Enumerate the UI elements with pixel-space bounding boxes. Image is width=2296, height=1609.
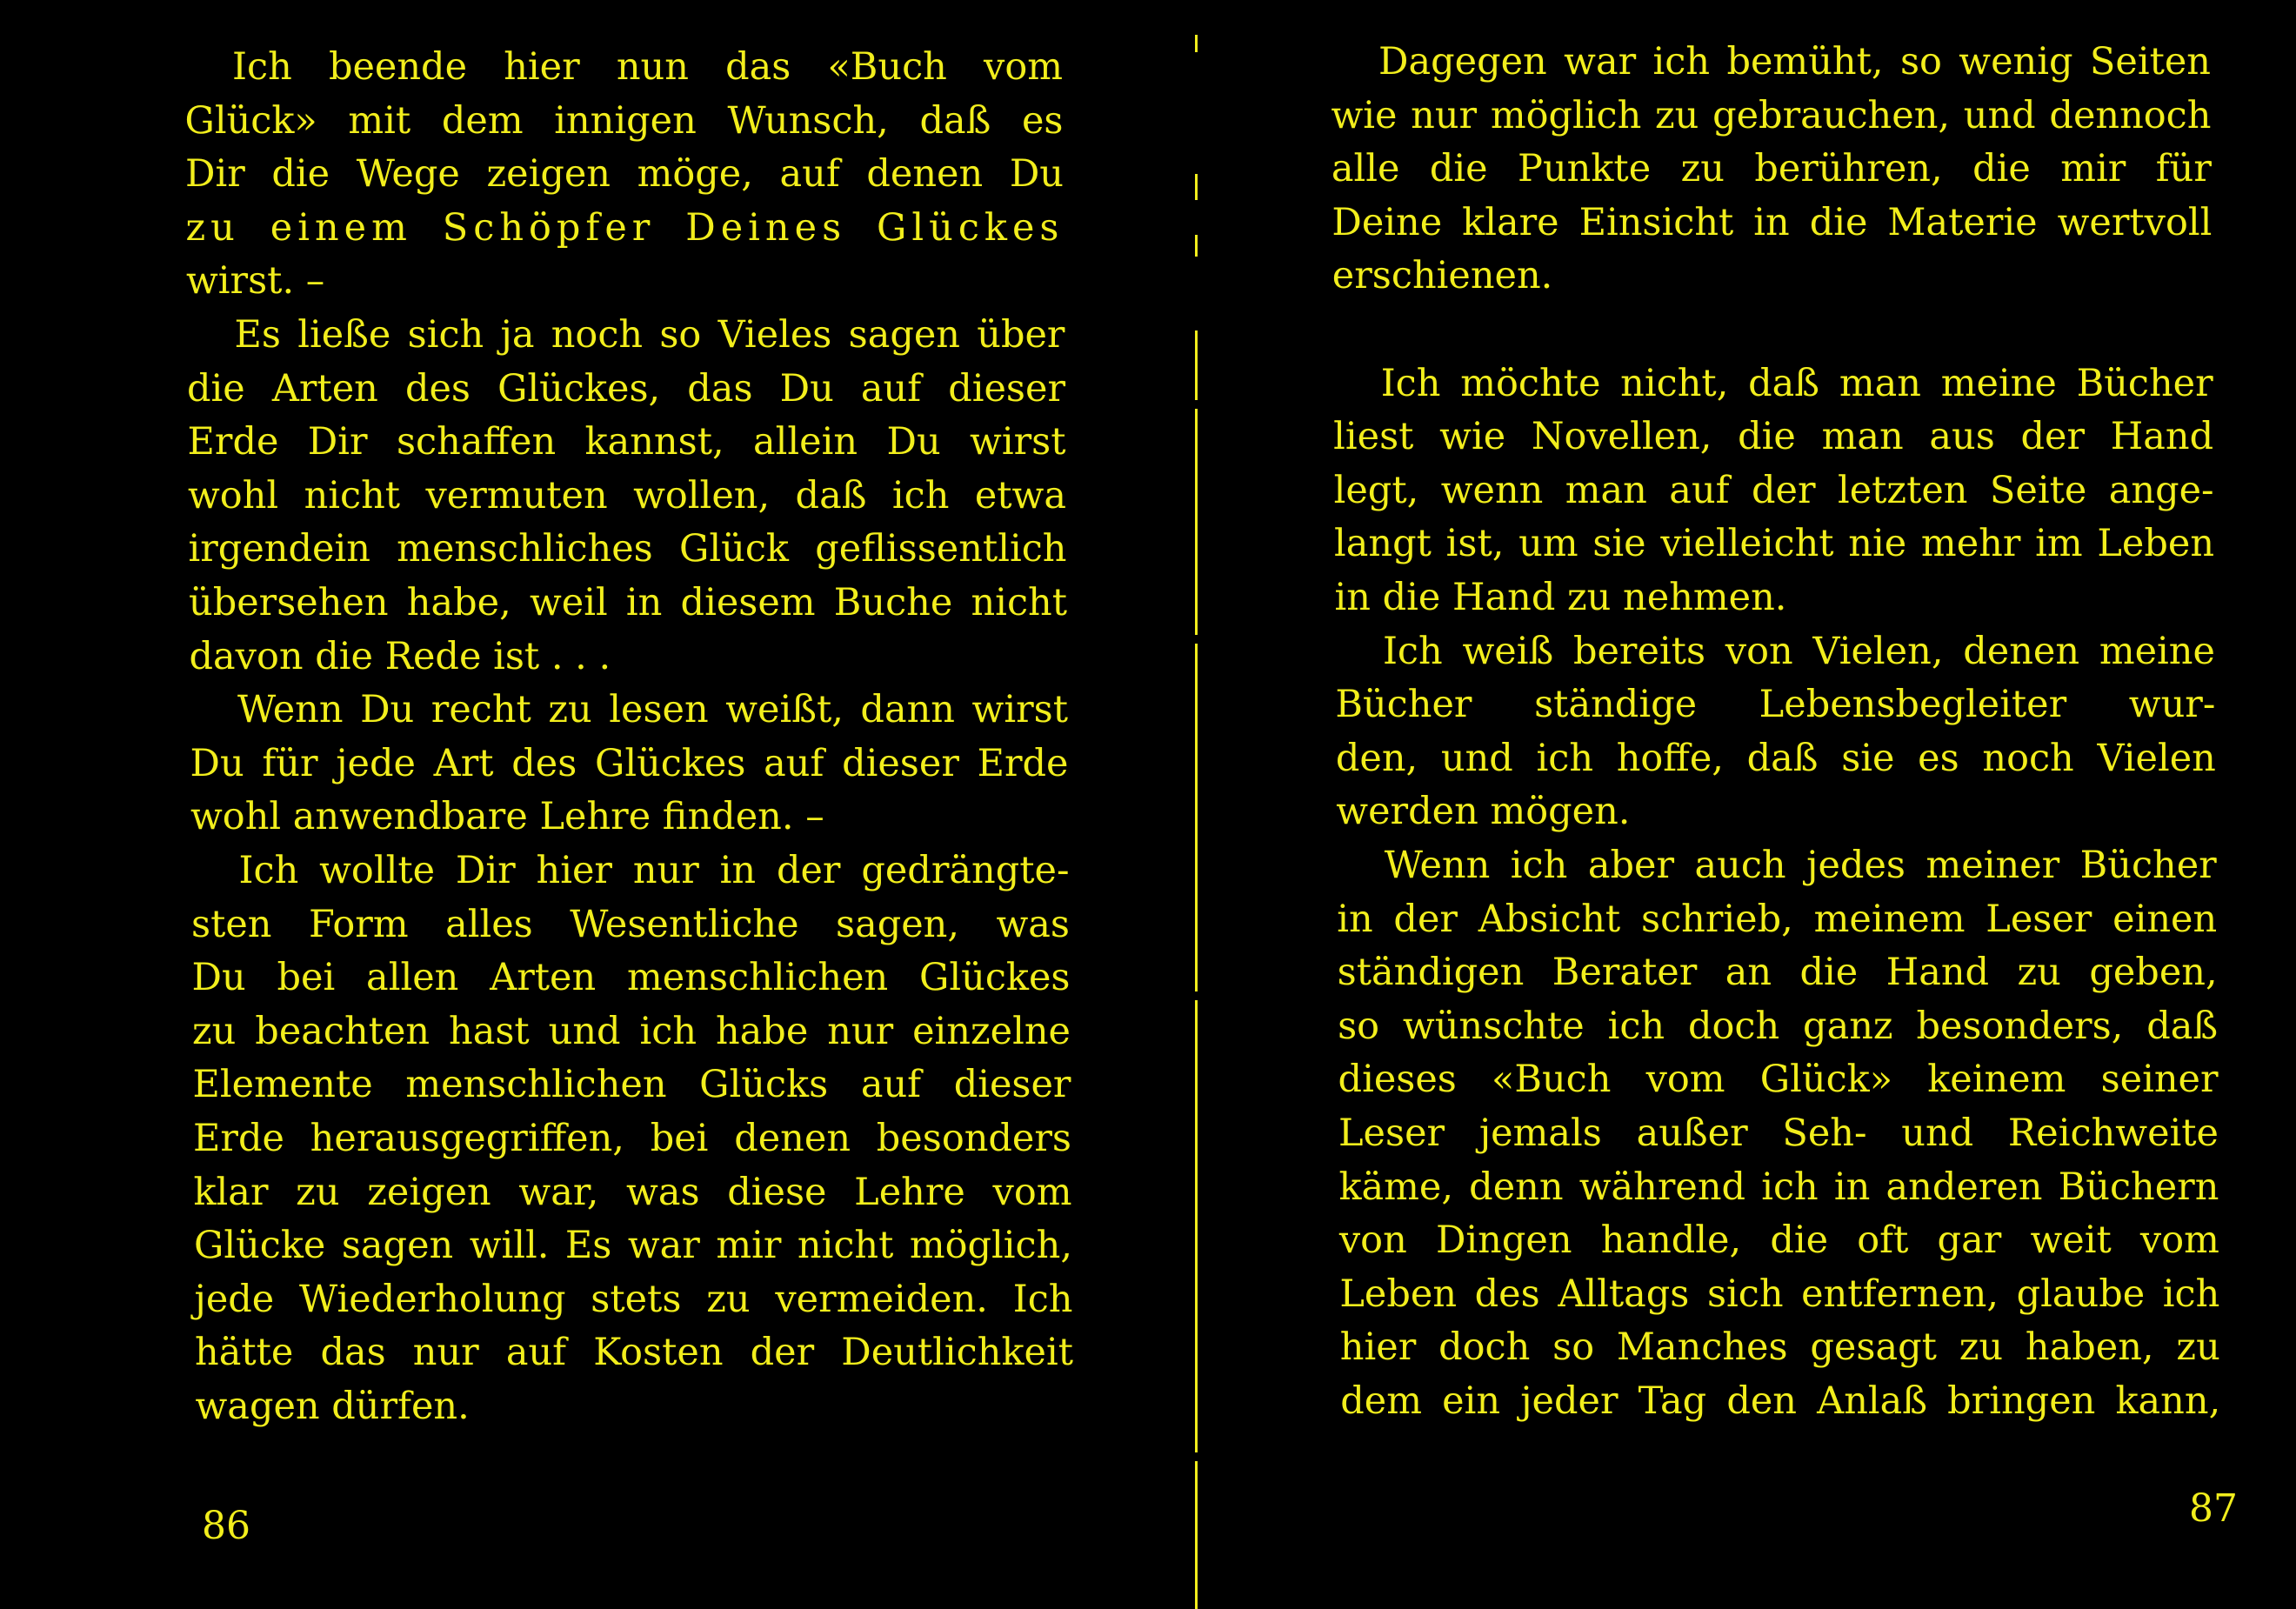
right-page-text-line: Bücher ständige Lebensbegleiter wur- bbox=[1335, 683, 2216, 727]
left-page-number: 86 bbox=[202, 1504, 250, 1548]
left-page-text-line: Erde Dir schaffen kannst, allein Du wirst bbox=[187, 420, 1066, 464]
left-page-text-line: irgendein menschliches Glück geflissentlich bbox=[188, 527, 1067, 571]
left-page-text-line: hätte das nur auf Kosten der Deutlichkeit bbox=[195, 1331, 1073, 1375]
right-page-text-line: Ich weiß bereits von Vielen, denen meine bbox=[1382, 629, 2215, 673]
right-page-number: 87 bbox=[2189, 1486, 2238, 1531]
right-page-text-line: in der Absicht schrieb, meinem Leser einen bbox=[1337, 897, 2218, 941]
left-page-text-line: Ich beende hier nun das «Buch vom bbox=[232, 45, 1063, 89]
right-page-text-line: Ich möchte nicht, daß man meine Bücher bbox=[1380, 361, 2213, 405]
gutter-line bbox=[1195, 35, 1198, 1609]
left-page-text-line: jede Wiederholung stets zu vermeiden. Ich bbox=[194, 1277, 1073, 1321]
right-page-text-line: ständigen Berater an die Hand zu geben, bbox=[1337, 951, 2218, 995]
right-page-text-line: langt ist, um sie vielleicht nie mehr im Leben bbox=[1334, 522, 2215, 566]
left-page-text-line: Erde herausgegriffen, bei denen besonders bbox=[193, 1117, 1071, 1160]
right-page-text-line: wie nur möglich zu gebrauchen, und dennoch bbox=[1331, 93, 2212, 137]
left-page-text-line: Du für jede Art des Glückes auf dieser Erde bbox=[190, 741, 1069, 785]
left-page-text-line: Glücke sagen will. Es war mir nicht möglich, bbox=[194, 1224, 1072, 1268]
left-page-text-line: Ich wollte Dir hier nur in der gedrängte- bbox=[238, 849, 1070, 892]
right-page-text-line: so wünschte ich doch ganz besonders, daß bbox=[1338, 1004, 2219, 1048]
right-page-text-line: Deine klare Einsicht in die Materie wertvoll bbox=[1332, 200, 2213, 244]
left-page-text-line: wohl anwendbare Lehre finden. – bbox=[190, 795, 824, 839]
right-page-text-line: von Dingen handle, die oft gar weit vom bbox=[1338, 1218, 2219, 1263]
right-page-text-line: legt, wenn man auf der letzten Seite ange- bbox=[1333, 468, 2214, 512]
left-page-text-line: wirst. – bbox=[186, 259, 325, 304]
right-page-text-line: dem ein jeder Tag den Anlaß bringen kann, bbox=[1340, 1379, 2221, 1423]
left-page-text-line: zu beachten hast und ich habe nur einzelne bbox=[192, 1009, 1071, 1053]
right-page-text-line: werden mögen. bbox=[1336, 790, 1631, 834]
right-page-text-line: in die Hand zu nehmen. bbox=[1334, 576, 1787, 619]
left-page-text-line: wagen dürfen. bbox=[195, 1385, 470, 1428]
right-page-text-line: hier doch so Manches gesagt zu haben, zu bbox=[1339, 1325, 2220, 1370]
right-page-text-line: Leben des Alltags sich entfernen, glaube ich bbox=[1339, 1272, 2220, 1316]
right-page-text-line: erschienen. bbox=[1332, 254, 1553, 298]
left-page-text-line: davon die Rede ist . . . bbox=[189, 634, 611, 678]
left-page-text-line: wohl nicht vermuten wollen, daß ich etwa bbox=[188, 473, 1066, 517]
left-page-text-line: Dir die Wege zeigen möge, auf denen Du bbox=[185, 152, 1064, 197]
right-page-text-line: dieses «Buch vom Glück» keinem seiner bbox=[1338, 1058, 2219, 1102]
left-page-text-line: Es ließe sich ja noch so Vieles sagen über bbox=[234, 313, 1065, 357]
left-page-text-line: zu einem Schöpfer Deines Glückes bbox=[185, 205, 1065, 250]
left-page-text-line: sten Form alles Wesentliche sagen, was bbox=[191, 902, 1070, 946]
right-page-text-line: liest wie Novellen, die man aus der Hand bbox=[1333, 415, 2214, 459]
right-page bbox=[1213, 0, 2296, 1609]
right-page-text-line: alle die Punkte zu berühren, die mir für bbox=[1331, 147, 2212, 191]
left-page-text-line: Glück» mit dem innigen Wunsch, daß es bbox=[184, 98, 1064, 143]
left-page-text-line: Wenn Du recht zu lesen weißt, dann wirst bbox=[237, 688, 1068, 732]
right-page-text-line: käme, denn während ich in anderen Büchern bbox=[1338, 1165, 2219, 1209]
left-page-text-line: Du bei allen Arten menschlichen Glückes bbox=[191, 956, 1071, 1000]
right-page-text-line: den, und ich hoffe, daß sie es noch Vielen bbox=[1335, 736, 2216, 780]
right-page-text-line: Wenn ich aber auch jedes meiner Bücher bbox=[1384, 844, 2217, 887]
left-page-text-line: die Arten des Glückes, das Du auf dieser bbox=[187, 366, 1065, 411]
left-page-text-line: klar zu zeigen war, was diese Lehre vom bbox=[193, 1170, 1072, 1214]
right-page-text-line: Leser jemals außer Seh- und Reichweite bbox=[1338, 1112, 2219, 1155]
right-page-text-line: Dagegen war ich bemüht, so wenig Seiten bbox=[1378, 40, 2211, 83]
left-page-text-line: Elemente menschlichen Glücks auf dieser bbox=[192, 1063, 1071, 1107]
left-page-text-line: übersehen habe, weil in diesem Buche nicht bbox=[189, 581, 1067, 624]
